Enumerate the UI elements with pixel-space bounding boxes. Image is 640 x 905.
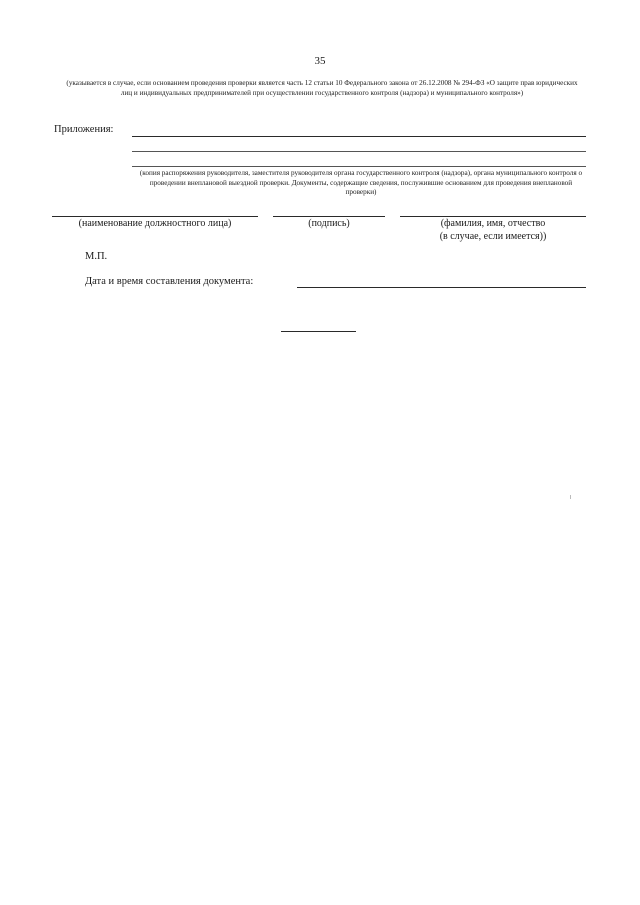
appendix-line-2[interactable]: [132, 151, 586, 152]
datetime-label: Дата и время составления документа:: [85, 276, 254, 287]
signature-caption: (подпись): [308, 218, 350, 229]
datetime-line[interactable]: [297, 287, 586, 288]
appendix-line-1[interactable]: [132, 136, 586, 137]
closing-rule: [281, 331, 356, 332]
appendix-label: Приложения:: [54, 124, 114, 135]
page-number: 35: [314, 55, 326, 67]
name-caption-line-1: (фамилия, имя, отчество: [440, 218, 546, 229]
name-caption: [400, 217, 586, 243]
appendix-note: (копия распоряжения руководителя, заместителя руководителя органа государственного контроля (надзора), органа муниципального контроля о проведении внеплановой выездной проверки. Документы, содержащие сведения, послужившие основанием для проведения внеплановой проверки): [139, 169, 583, 196]
appendix-line-3[interactable]: [132, 166, 586, 167]
intro-note: (указывается в случае, если основанием проведения проверки является часть 12 статьи 10 Федерального закона от 26.12.2008 № 294-ФЗ «О защите прав юридических лиц и индивидуальных предпринимателей при осуществлении государственного контроля (надзора) и муниципального контроля»): [66, 79, 578, 97]
name-caption-line-2: (в случае, если имеется)): [439, 231, 547, 242]
position-caption: (наименование должностного лица): [78, 218, 232, 229]
scan-speck: [570, 495, 571, 499]
stamp-label: М.П.: [85, 251, 108, 262]
